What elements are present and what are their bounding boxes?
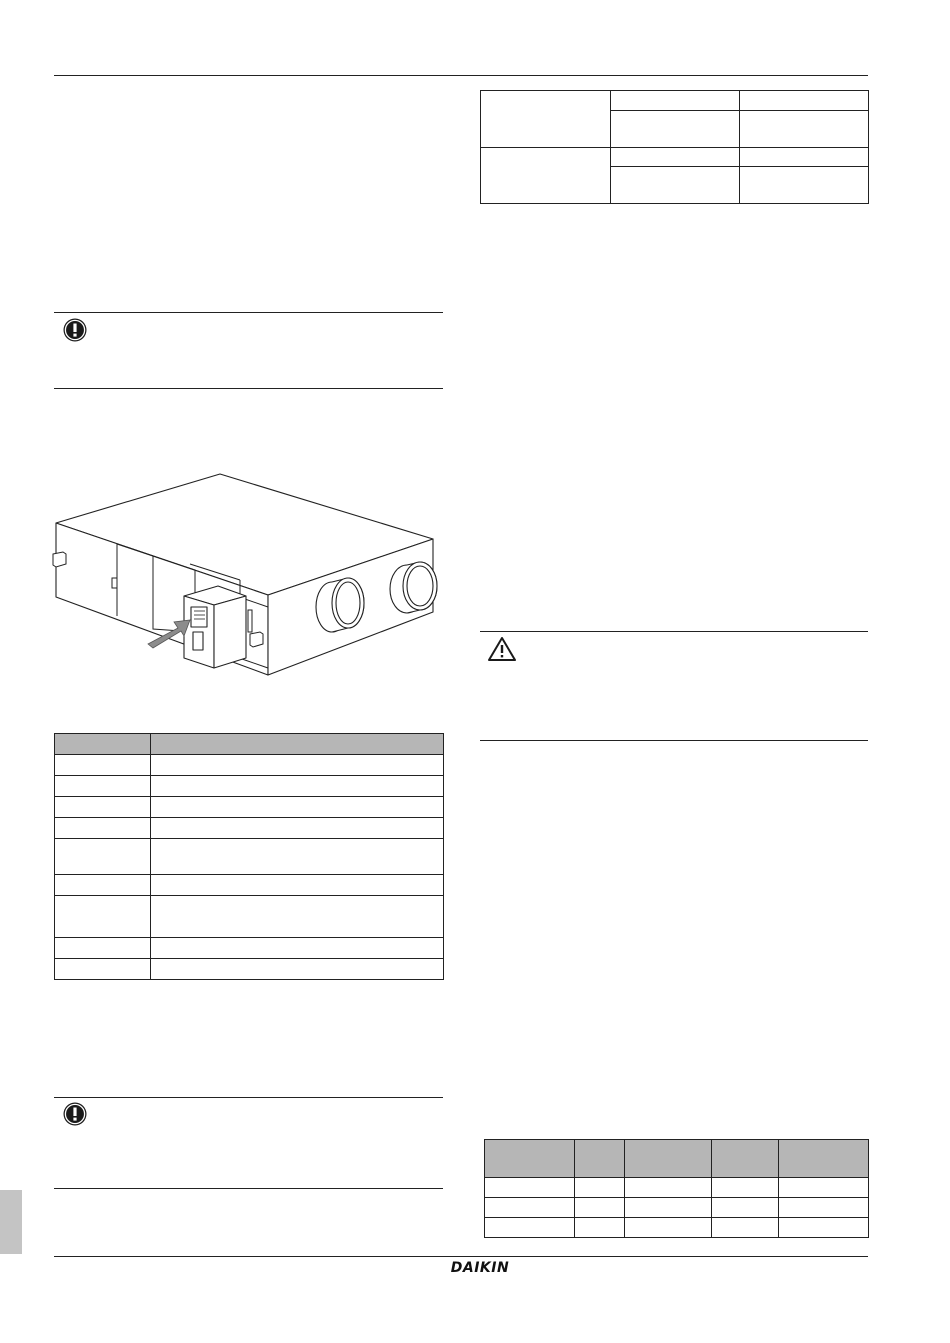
table-cell: [55, 896, 151, 938]
table-row: [481, 91, 869, 111]
caution-bottom-rule: [480, 740, 868, 741]
brand-text: DAIKIN: [450, 1260, 510, 1276]
table-cell: [611, 167, 740, 204]
table-cell: [55, 776, 151, 797]
table-row: [485, 1198, 869, 1218]
table-cell: [151, 839, 444, 875]
notice-bottom-rule: [54, 1188, 443, 1189]
table-cell: [151, 755, 444, 776]
table-cell: [611, 148, 740, 167]
table-cell: [151, 818, 444, 839]
table-header-cell: [55, 734, 151, 755]
table-cell: [611, 91, 740, 111]
table-cell: [485, 1178, 575, 1198]
table-cell: [55, 959, 151, 980]
table-cell: [151, 776, 444, 797]
notice-top-rule: [54, 1097, 443, 1098]
table-cell: [625, 1178, 712, 1198]
table-header-cell: [779, 1140, 869, 1178]
table-cell: [55, 797, 151, 818]
table-cell: [55, 818, 151, 839]
table-cell: [779, 1218, 869, 1238]
table-header-cell: [575, 1140, 625, 1178]
table-cell: [485, 1218, 575, 1238]
table-row: [55, 959, 444, 980]
table-cell: [151, 797, 444, 818]
table-cell: [740, 91, 869, 111]
table-header-row: [485, 1140, 869, 1178]
right-bottom-table: [484, 1139, 869, 1238]
warning-triangle-icon: [487, 636, 517, 662]
table-row: [55, 818, 444, 839]
table-cell: [481, 148, 611, 204]
table-cell: [779, 1198, 869, 1218]
table-header-row: [55, 734, 444, 755]
table-row: [485, 1218, 869, 1238]
table-row: [55, 938, 444, 959]
table-cell: [575, 1178, 625, 1198]
table-cell: [481, 91, 611, 148]
header-rule: [54, 75, 868, 76]
table-cell: [712, 1218, 779, 1238]
daikin-logo: [425, 1258, 535, 1276]
table-row: [55, 797, 444, 818]
table-row: [55, 839, 444, 875]
exclamation-circle-icon: [62, 317, 88, 343]
right-top-table: [480, 90, 869, 204]
table-cell: [575, 1218, 625, 1238]
table-header-cell: [712, 1140, 779, 1178]
exclamation-circle-icon: [62, 1101, 88, 1127]
table-row: [485, 1178, 869, 1198]
table-cell: [779, 1178, 869, 1198]
table-cell: [625, 1218, 712, 1238]
table-cell: [55, 938, 151, 959]
table-cell: [55, 755, 151, 776]
table-cell: [740, 111, 869, 148]
footer-rule: [54, 1256, 868, 1257]
table-cell: [575, 1198, 625, 1218]
table-cell: [712, 1178, 779, 1198]
left-table: [54, 733, 444, 980]
table-cell: [151, 875, 444, 896]
table-row: [55, 875, 444, 896]
table-cell: [55, 875, 151, 896]
table-cell: [485, 1198, 575, 1218]
table-cell: [625, 1198, 712, 1218]
table-header-cell: [151, 734, 444, 755]
table-cell: [55, 839, 151, 875]
table-row: [55, 896, 444, 938]
table-row: [55, 776, 444, 797]
table-header-cell: [625, 1140, 712, 1178]
table-cell: [151, 938, 444, 959]
notice-bottom-rule: [54, 388, 443, 389]
unit-illustration: [50, 472, 448, 678]
caution-top-rule: [480, 631, 868, 632]
table-header-cell: [485, 1140, 575, 1178]
chapter-tab: [0, 1190, 22, 1254]
table-cell: [740, 148, 869, 167]
table-cell: [151, 896, 444, 938]
table-cell: [611, 111, 740, 148]
table-cell: [151, 959, 444, 980]
table-cell: [712, 1198, 779, 1218]
table-cell: [740, 167, 869, 204]
table-row: [481, 148, 869, 167]
table-row: [55, 755, 444, 776]
notice-top-rule: [54, 312, 443, 313]
